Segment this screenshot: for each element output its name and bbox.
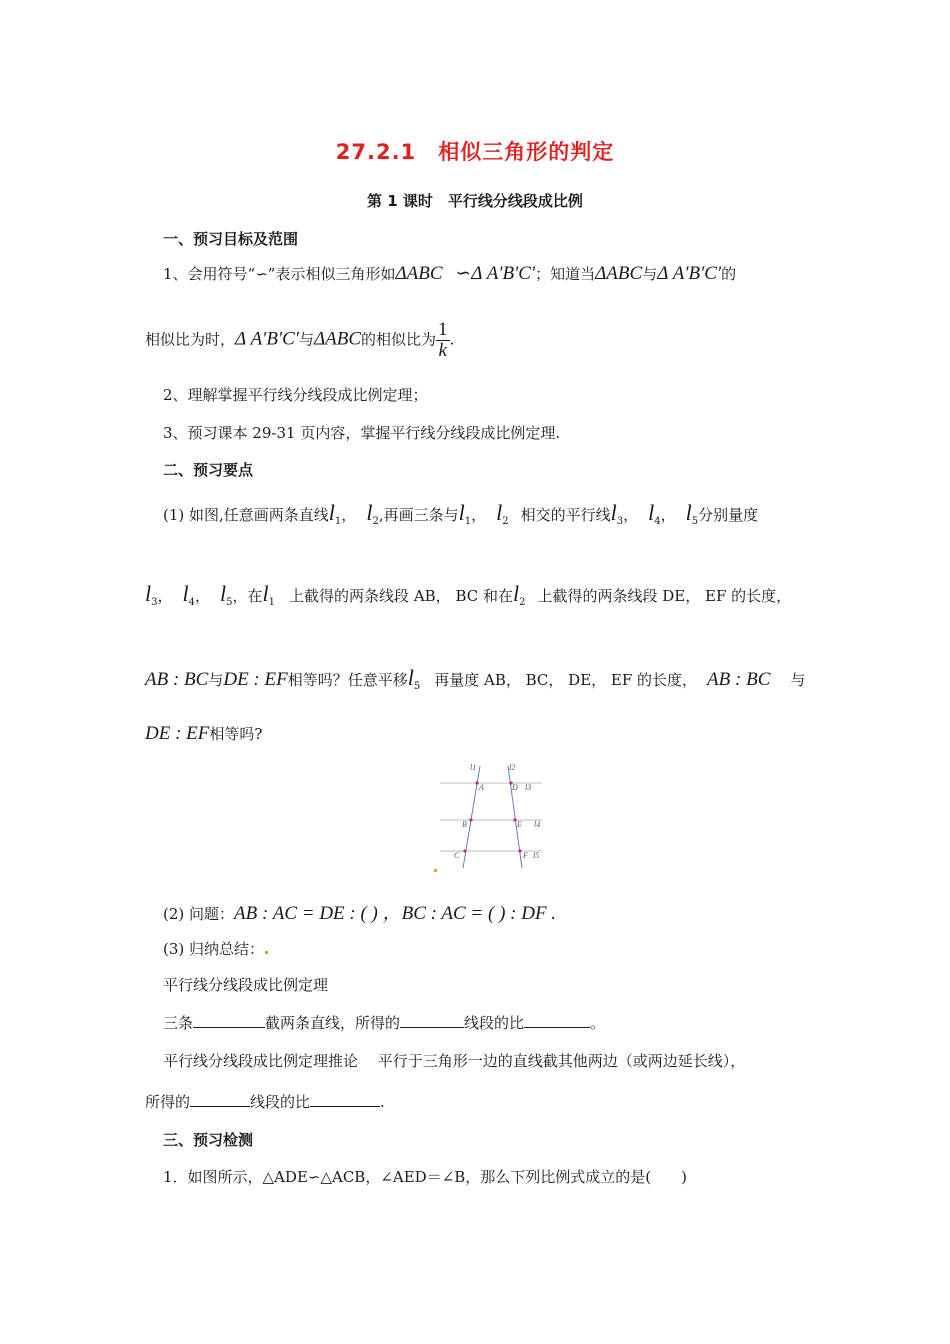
sub: 5 [226, 597, 233, 608]
sub: 1 [268, 597, 276, 608]
decorative-dot [434, 869, 437, 872]
label-l2: l2 [509, 763, 516, 772]
text: 1、会用符号“∽”表示相似三角形如 [163, 265, 396, 283]
text: 再画三条与 [383, 506, 459, 524]
label-l3: l3 [525, 783, 532, 792]
transversal-l1 [463, 766, 480, 868]
text: 。 [590, 1014, 606, 1032]
line-l2: l [496, 500, 503, 525]
sub: 3 [151, 597, 158, 608]
text: 相等吗？任意平移 [287, 671, 408, 689]
fraction-1-over-k [436, 320, 450, 361]
line-l1: l [328, 500, 335, 525]
theorem-title: 平行线分线段成比例定理 [163, 976, 329, 994]
line-l2: l [513, 581, 520, 606]
line-l3: l [610, 500, 617, 525]
section-heading-3: 三、预习检测 [163, 1131, 254, 1149]
sub: 1 [334, 516, 342, 527]
line-l4: l [182, 581, 189, 606]
text: 分别量度 [698, 506, 759, 524]
label-b: B [462, 820, 467, 829]
goal-item-1-line1 [163, 262, 736, 285]
text: (1) 如图,任意画两条直线 [163, 506, 329, 524]
goal-item-3: 3、预习课本 29-31 页内容，掌握平行线分线段成比例定理. [163, 424, 561, 442]
corollary-line1: 平行线分线段成比例定理推论 平行于三角形一边的直线截其他两边（或两边延长线）， [163, 1052, 746, 1070]
math-de-ef: DE : EF [145, 723, 210, 744]
blank-2 [400, 1026, 464, 1028]
text: ；知道当 [535, 265, 596, 283]
text: 再量度 AB， BC， DE， EF 的长度， [434, 671, 698, 689]
parallel-lines-figure [438, 760, 548, 875]
label-d: D [512, 783, 518, 792]
text: (2) 问题： [163, 905, 235, 923]
question-1-line2: $l_3$， $l_4$， $l_5$，在$l_1$ 上截得的两条线段 AB， BC 和在$l_2$ 上截得的两条线段 DE， EF 的长度， [145, 581, 792, 608]
math-abc: ΔABC [595, 263, 643, 284]
question-1-line3 [145, 665, 805, 692]
point-b [469, 818, 472, 821]
text: 与 [298, 330, 314, 349]
math-abc-prime: Δ A′B′C′ [657, 263, 722, 284]
text: 线段的比 [250, 1093, 311, 1111]
text: . [449, 330, 455, 349]
text: 三条 [163, 1014, 194, 1032]
blank-5 [310, 1105, 380, 1107]
text: 上截得的两条线段 AB， BC 和在 [289, 587, 513, 605]
math-ab-bc: AB : BC [145, 669, 209, 690]
goal-item-2: 2、理解掌握平行线分线段成比例定理； [163, 386, 428, 404]
lesson-subtitle: 第 1 课时 平行线分线段成比例 [367, 192, 583, 210]
text: 相似比为时， [145, 330, 236, 349]
text: 与 [642, 265, 658, 283]
label-f: F [523, 851, 528, 860]
blank-3 [524, 1026, 590, 1028]
text: 上截得的两条线段 DE， EF 的长度， [537, 587, 792, 605]
text: 的相似比为 [361, 330, 437, 349]
sub: 2 [372, 516, 379, 527]
line-l5: l [220, 581, 227, 606]
sub: 2 [502, 516, 509, 527]
blank-4 [190, 1105, 250, 1107]
label-l1: l1 [470, 763, 477, 772]
text: . [380, 1093, 385, 1111]
text: 与 [790, 671, 806, 689]
sub: 3 [616, 516, 624, 527]
line-l5: l [407, 665, 414, 690]
line-l1: l [262, 581, 269, 606]
decorative-dot [265, 951, 268, 954]
text: ，在 [232, 587, 263, 605]
text: 与 [208, 671, 224, 689]
label-c: C [454, 851, 460, 860]
question-3 [163, 938, 269, 959]
sub: 4 [188, 597, 196, 608]
line-l2: l [366, 500, 373, 525]
sub: 5 [413, 681, 421, 692]
theorem-statement [163, 1012, 605, 1033]
text: (3) 归纳总结： [163, 940, 265, 958]
section-heading-1: 一、预习目标及范围 [163, 230, 299, 248]
math-abc-prime: Δ A′B′C′ [235, 328, 299, 350]
point-c [463, 849, 466, 852]
math-proportion-question: AB : AC = DE : ( ) ，BC : AC = ( ) : DF . [234, 903, 557, 924]
line-l1: l [458, 500, 465, 525]
sub: 2 [519, 597, 526, 608]
math-abc: ΔABC [395, 263, 443, 284]
text: 的 [721, 265, 737, 283]
similar-symbol: ∽ [455, 263, 472, 284]
question-1-line1: (1) 如图,任意画两条直线$l_1$， $l_2$,再画三条与$l_1$， $l_2$ 相交的平行线$l_3$， $l_4$， $l_5$分别量度 [163, 500, 759, 527]
math-abc-prime: Δ A′B′C′ [471, 263, 536, 284]
label-l5: l5 [533, 851, 540, 860]
sub: 1 [464, 516, 472, 527]
line-l4: l [648, 500, 655, 525]
text: 截两条直线，所得的 [265, 1014, 401, 1032]
label-l4: l4 [534, 820, 541, 829]
text: 所得的 [145, 1093, 191, 1111]
line-l3: l [145, 581, 152, 606]
line-l5: l [685, 500, 692, 525]
sub: 5 [691, 516, 699, 527]
label-a: A [479, 783, 484, 792]
point-f [518, 849, 521, 852]
fraction-numerator: 1 [438, 319, 448, 340]
text: 线段的比 [464, 1014, 525, 1032]
corollary-line2 [145, 1091, 385, 1112]
question-1-line4 [145, 723, 262, 745]
blank-1 [193, 1026, 265, 1028]
text: 相等吗? [209, 725, 263, 743]
label-e: E [517, 820, 522, 829]
math-abc: ΔABC [313, 328, 361, 350]
math-de-ef: DE : EF [223, 669, 288, 690]
goal-item-1-line2 [145, 320, 454, 361]
fraction-denominator: k [438, 340, 447, 361]
section-heading-2: 二、预习要点 [163, 461, 254, 479]
question-2 [163, 898, 556, 925]
transversal-l2 [508, 766, 522, 868]
math-ab-bc: AB : BC [707, 669, 771, 690]
page-title: 27.2.1 相似三角形的判定 [335, 140, 615, 164]
text: 相交的平行线 [520, 506, 611, 524]
sub: 4 [654, 516, 661, 527]
check-item-1: 1．如图所示，△ADE∽△ACB，∠AED＝∠B，那么下列比例式成立的是( ) [163, 1168, 687, 1186]
